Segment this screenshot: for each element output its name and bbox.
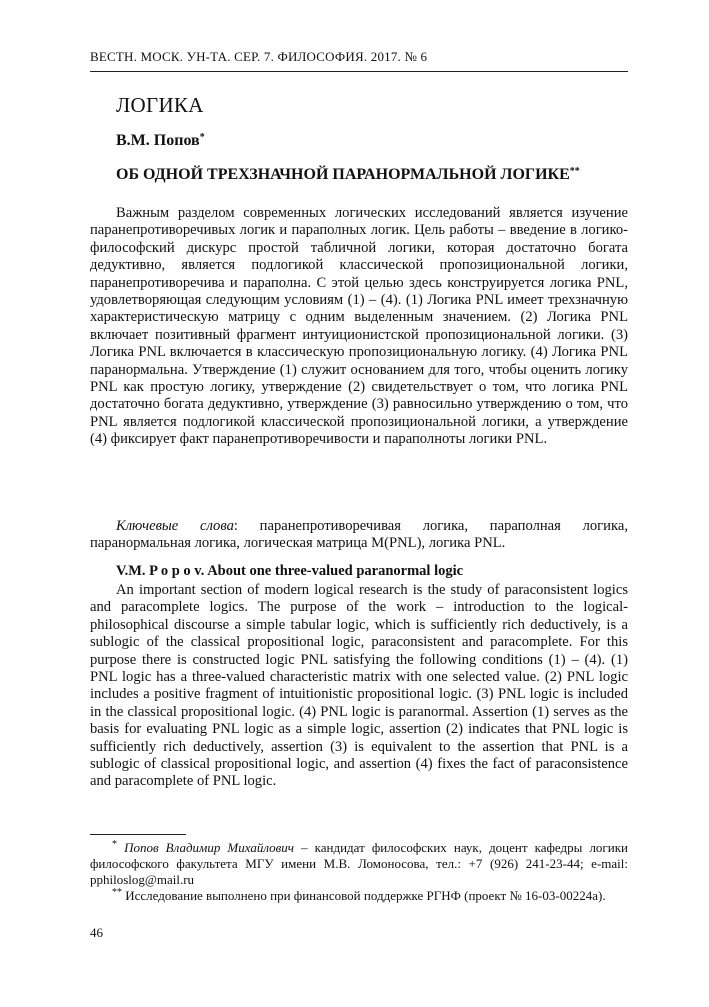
english-author: V.M. P o p o v. <box>116 563 205 579</box>
footnote-1-text: – кандидат философских наук, доцент кафедры логики философского факультета МГУ имени М.В. Ломоносова, тел.: +7 (926) 241-23-44; e-mail: pphiloslog@mail.ru <box>90 840 628 887</box>
keywords-paragraph <box>90 518 628 553</box>
keywords-label: Ключевые слова <box>116 518 234 534</box>
page-number: 46 <box>90 925 103 940</box>
footnote-1-author: Попов Владимир Михайлович <box>124 840 294 855</box>
footnotes <box>90 840 628 904</box>
footnote-2-mark: ** <box>112 887 122 898</box>
title-footnote-mark: ** <box>569 166 580 177</box>
footnote-1 <box>90 840 628 888</box>
section-heading: ЛОГИКА <box>116 93 204 117</box>
article-title <box>116 166 580 184</box>
english-heading <box>116 563 463 580</box>
footnote-2 <box>90 888 628 904</box>
keywords-text: : паранепротиворечивая логика, параполная логика, паранормальная логика, логическая матрица M(PNL), логика PNL. <box>90 518 628 552</box>
footnote-1-mark: * <box>112 839 117 850</box>
author-name <box>116 132 205 150</box>
article-title-text: ОБ ОДНОЙ ТРЕХЗНАЧНОЙ ПАРАНОРМАЛЬНОЙ ЛОГИКЕ <box>116 166 570 183</box>
keywords <box>90 518 628 553</box>
running-head: ВЕСТН. МОСК. УН-ТА. СЕР. 7. ФИЛОСОФИЯ. 2017. № 6 <box>90 49 428 64</box>
abstract-english-paragraph: An important section of modern logical research is the study of paraconsistent logics and paracomplete logics. The purpose of the work – introduction to the logical-philosophical discourse a simple tabular logic, which is sufficiently rich deductively, is a sublogic of the classical propositional logic, paraconsistent and paracomplete. For this purpose there is constructed logic PNL satisfying the following conditions (1) – (4). (1) PNL logic has a three-valued characteristic matrix with one selected value. (2) PNL logic includes a positive fragment of intuitionistic propositional logic. (3) PNL logic is included in the classical propositional logic. (4) PNL logic is paranormal. Assertion (1) serves as the basis for evaluating PNL logic as a simple logic, assertion (2) indicates that PNL logic is sufficiently rich deductively, assertion (3) is equivalent to the assertion that PNL is a sublogic of classical propositional logic, and assertion (4) fixes the fact of paraconsistence and paracomplete of PNL logic. <box>90 582 628 790</box>
author-footnote-mark: * <box>199 132 205 143</box>
author-name-text: В.М. Попов <box>116 132 200 149</box>
abstract-russian-paragraph: Важным разделом современных логических исследований является изучение паранепротиворечивых логик и параполных логик. Цель работы – введение в логико-философский дискурс простой табличной логики, которая достаточно богата дедуктивно, является подлогикой классической пропозициональной логики, паранепротиворечива и параполна. С этой целью здесь конструируется логика PNL, удовлетворяющая следующим условиям (1) – (4). (1) Логика PNL имеет трехзначную характеристическую матрицу с одним выделенным значением. (2) Логика PNL включает позитивный фрагмент интуиционистской пропозициональной логики. (3) Логика PNL включается в классическую пропозициональную логику. (4) Логика PNL паранормальна. Утверждение (1) служит основанием для того, чтобы оценить логику PNL как простую логику, утверждение (2) свидетельствует о том, что логика PNL достаточно богата дедуктивно, утверждение (3) равносильно утверждению о том, что PNL является подлогикой классической пропозициональной логики, а утверждение (4) фиксирует факт паранепротиворечивости и параполноты логики PNL. <box>90 205 628 448</box>
abstract-english <box>90 582 628 791</box>
footnote-2-text: Исследование выполнено при финансовой поддержке РГНФ (проект № 16-03-00224а). <box>122 888 606 903</box>
english-title: About one three-valued paranormal logic <box>207 563 464 579</box>
footnote-rule <box>90 834 186 835</box>
abstract-russian <box>90 205 628 449</box>
header-rule <box>90 71 628 72</box>
